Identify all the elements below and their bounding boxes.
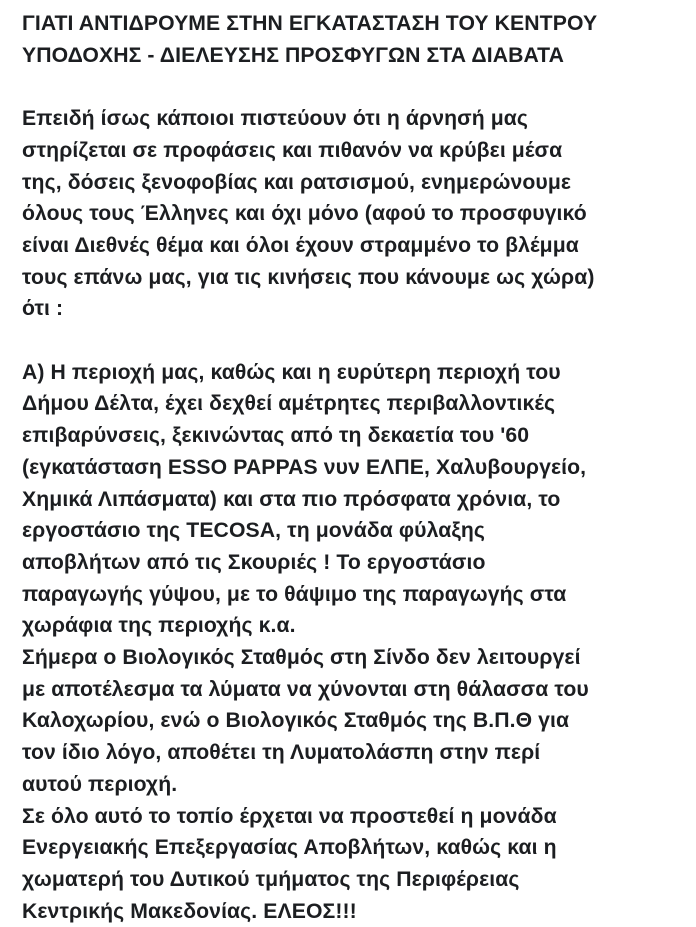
section-a-paragraph — [22, 357, 692, 927]
post-title — [22, 8, 692, 71]
text-line: αποβλήτων από τις Σκουριές ! Το εργοστάσιο — [22, 550, 486, 574]
text-line: Χημικά Λιπάσματα) και στα πιο πρόσφατα χρόνια, το — [22, 487, 561, 511]
text-line: Ενεργειακής Επεξεργασίας Αποβλήτων, καθώς και η — [22, 836, 557, 860]
post-body — [22, 8, 692, 927]
text-line: Επειδή ίσως κάποιοι πιστεύουν ότι η άρνησή μας — [22, 107, 529, 131]
intro-paragraph — [22, 103, 692, 325]
text-line: στηρίζεται σε προφάσεις και πιθανόν να κρύβει μέσα — [22, 138, 563, 162]
text-line: επιβαρύνσεις, ξεκινώντας από τη δεκαετία του '60 — [22, 424, 530, 448]
text-line: παραγωγής γύψου, με το θάψιμο της παραγωγής στα — [22, 582, 567, 606]
text-line: αυτού περιοχή. — [22, 772, 178, 796]
text-line: Α) Η περιοχή μας, καθώς και η ευρύτερη περιοχή του — [22, 360, 561, 384]
text-line: τον ίδιο λόγο, αποθέτει τη Λυματολάσπη στην περί — [22, 741, 541, 765]
text-line: χωματερή του Δυτικού τμήματος της Περιφέρειας — [22, 867, 520, 891]
text-line: με αποτέλεσμα τα λύματα να χύνονται στη θάλασσα του — [22, 677, 589, 701]
text-line: ότι : — [22, 297, 64, 321]
text-line: χωράφια της περιοχής κ.α. — [22, 614, 296, 638]
title-line: ΓΙΑΤΙ ΑΝΤΙΔΡΟΥΜΕ ΣΤΗΝ ΕΓΚΑΤΑΣΤΑΣΗ ΤΟΥ ΚΕΝΤΡΟΥ — [22, 12, 598, 35]
text-line: (εγκατάσταση ESSO PAPPAS νυν ΕΛΠΕ, Χαλυβουργείο, — [22, 455, 587, 479]
title-line: ΥΠΟΔΟΧΗΣ - ΔΙΕΛΕΥΣΗΣ ΠΡΟΣΦΥΓΩΝ ΣΤΑ ΔΙΑΒΑΤΑ — [22, 43, 565, 67]
text-line: Κεντρικής Μακεδονίας. ΕΛΕΟΣ!!! — [22, 899, 357, 923]
text-line: είναι Διεθνές θέμα και όλοι έχουν στραμμένο το βλέμμα — [22, 233, 579, 257]
text-line: Καλοχωρίου, ενώ ο Βιολογικός Σταθμός της Β.Π.Θ για — [22, 709, 570, 733]
text-line: της, δόσεις ξενοφοβίας και ρατσισμού, ενημερώνουμε — [22, 170, 572, 194]
text-line: τους επάνω μας, για τις κινήσεις που κάνουμε ως χώρα) — [22, 265, 595, 289]
text-line: Σε όλο αυτό το τοπίο έρχεται να προστεθεί η μονάδα — [22, 804, 557, 828]
text-line: εργοστάσιο της TECOSA, τη μονάδα φύλαξης — [22, 519, 486, 543]
text-line: όλους τους Έλληνες και όχι μόνο (αφού το προσφυγικό — [22, 202, 587, 226]
text-line: Δήμου Δέλτα, έχει δεχθεί αμέτρητες περιβαλλοντικές — [22, 392, 556, 416]
text-line: Σήμερα ο Βιολογικός Σταθμός στη Σίνδο δεν λειτουργεί — [22, 646, 581, 670]
